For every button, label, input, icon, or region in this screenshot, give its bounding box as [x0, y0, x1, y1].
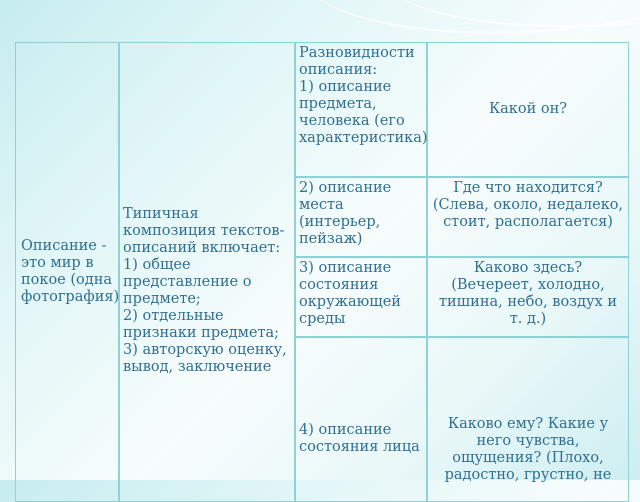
question-text: Где что находится? (Слева, около, недалеко, стоит, располагается)	[432, 180, 624, 230]
composition-cell	[119, 42, 295, 502]
question-text: Какой он?	[488, 101, 568, 117]
question-cell	[427, 337, 629, 502]
type-text: 3) описание состояния окружающей среды	[299, 260, 401, 327]
definition-cell	[15, 42, 119, 502]
type-cell	[295, 177, 427, 257]
type-text: Разновидности описания: 1) описание предмета, человека (его характеристика)	[299, 45, 428, 146]
question-cell	[427, 42, 629, 177]
question-text: Каково ему? Какие у него чувства, ощущения? (Плохо, радостно, грустно, не	[444, 416, 612, 483]
type-text: 2) описание места (интерьер, пейзаж)	[299, 180, 392, 247]
type-text: 4) описание состояния лица	[299, 422, 420, 455]
composition-text: Типичная композиция текстов-описаний включает: 1) общее представление о предмете; 2) отдельные признаки предмета; 3) авторскую оценку, вывод, заключение	[123, 206, 287, 375]
definition-text: Описание - это мир в покое (одна фотография)	[21, 238, 120, 305]
type-cell	[295, 42, 427, 177]
type-cell	[295, 337, 427, 502]
question-cell	[427, 257, 629, 337]
type-cell	[295, 257, 427, 337]
description-table	[15, 42, 629, 502]
question-cell	[427, 177, 629, 257]
question-text: Каково здесь? (Вечереет, холодно, тишина, небо, воздух и т. д.)	[439, 260, 617, 327]
